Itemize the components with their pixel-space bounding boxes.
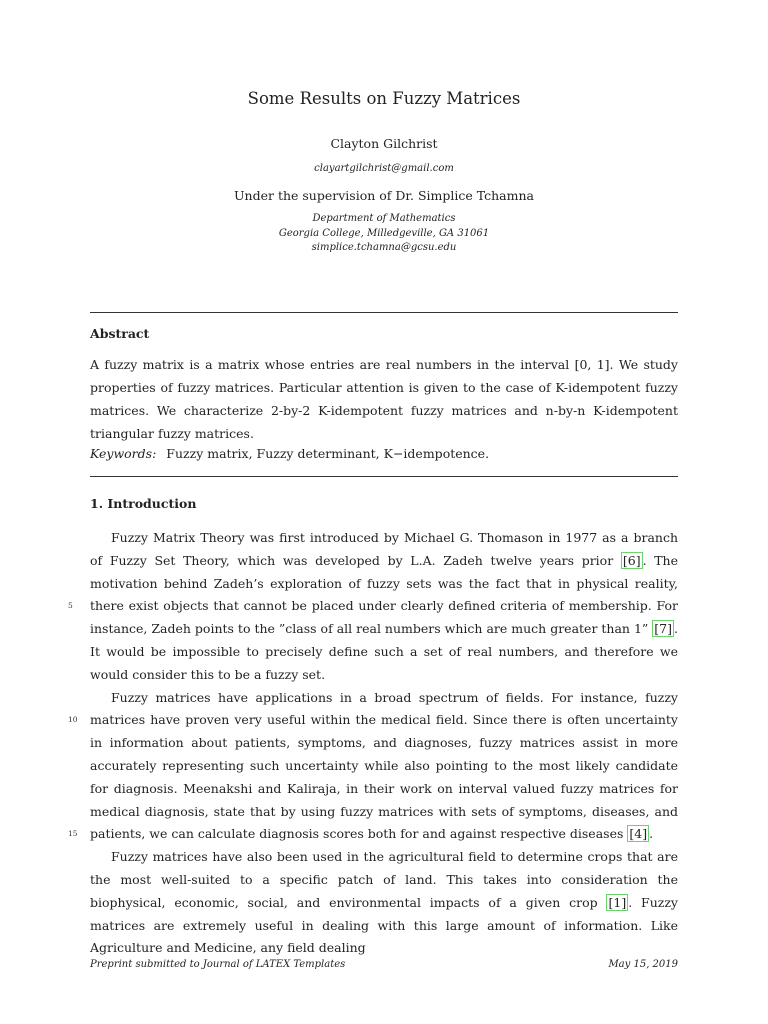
line-number: 15 [68, 829, 78, 838]
author-email[interactable]: clayartgilchrist@gmail.com [314, 163, 454, 174]
affiliation-school: Georgia College, Milledgeville, GA 31061 [278, 227, 490, 239]
keywords-label: Keywords: [90, 446, 157, 461]
section-heading: 1. Introduction [90, 496, 197, 511]
p3-text-a: Fuzzy matrices have also been used in the agricultural field to determine crops that are the most well-suited to a specific patch of land. This takes into consideration the biophysical, economic, social, and environmental impacts of a given crop [90, 849, 678, 910]
paragraph-1 [90, 527, 678, 687]
affiliation-block [0, 212, 768, 256]
line-number: 10 [68, 715, 78, 724]
abstract-heading: Abstract [90, 326, 150, 341]
citation-link[interactable]: [7] [654, 621, 673, 637]
affiliation-email[interactable]: simplice.tchamna@gcsu.edu [311, 242, 457, 253]
citation-link[interactable]: [4] [629, 826, 648, 842]
p2-text-a: Fuzzy matrices have applications in a broad spectrum of fields. For instance, fuzzy matrices have proven very useful within the medical field. Since there is often uncertainty in information about patients, symptoms, and diagnoses, fuzzy matrices assist in more accurately representing such uncertainty while also pointing to the most likely candidate for diagnosis. Meenakshi and Kaliraja, in their work on interval valued fuzzy matrices for medical diagnosis, state that by using fuzzy matrices with sets of symptoms, diseases, and patients, we can calculate diagnosis scores both for and against respective diseases [90, 689, 678, 842]
p1-text-a: Fuzzy Matrix Theory was first introduced by Michael G. Thomason in 1977 as a branch of Fuzzy Set Theory, which was developed by L.A. Zadeh twelve years prior [90, 530, 678, 568]
footer-date: May 15, 2019 [608, 959, 678, 970]
p3-text-b: . Fuzzy matrices are extremely useful in dealing with this large amount of information. Like Agriculture and Medicine, any field dealing [90, 894, 678, 956]
abstract-text: A fuzzy matrix is a matrix whose entries are real numbers in the interval [0, 1]. We study properties of fuzzy matrices. Particular attention is given to the case of K-idempotent fuzzy matrices. We characterize 2-by-2 K-idempotent fuzzy matrices and n-by-n K-idempotent triangular fuzzy matrices. [90, 357, 678, 441]
p1-text-b: . The motivation behind Zadeh’s exploration of fuzzy sets was the fact that in physical reality, there exist objects that cannot be placed under clearly defined criteria of membership. For instance, Zadeh points to the ”class of all real numbers which are much greater than 1” [90, 552, 679, 637]
keywords-line [90, 446, 489, 461]
supervision-line: Under the supervision of Dr. Simplice Tchamna [234, 188, 534, 203]
paragraph-3 [90, 846, 678, 960]
citation-link[interactable]: [6] [622, 552, 641, 568]
affiliation-dept: Department of Mathematics [312, 213, 456, 224]
line-number: 5 [68, 601, 73, 610]
top-rule [90, 312, 678, 313]
author-name: Clayton Gilchrist [330, 136, 438, 151]
bottom-rule [90, 476, 678, 477]
paragraph-2 [90, 687, 678, 847]
paper-title: Some Results on Fuzzy Matrices [247, 89, 521, 108]
body-text [90, 527, 678, 960]
footer-journal: Preprint submitted to Journal of LATEX Templates [90, 959, 346, 970]
p2-text-b: . [649, 826, 654, 842]
keywords-list: Fuzzy matrix, Fuzzy determinant, K−idempotence. [166, 446, 490, 461]
citation-link[interactable]: [1] [608, 894, 627, 910]
p1-text-c: . It would be impossible to precisely define such a set of real numbers, and therefore we would consider this to be a fuzzy set. [90, 621, 678, 682]
